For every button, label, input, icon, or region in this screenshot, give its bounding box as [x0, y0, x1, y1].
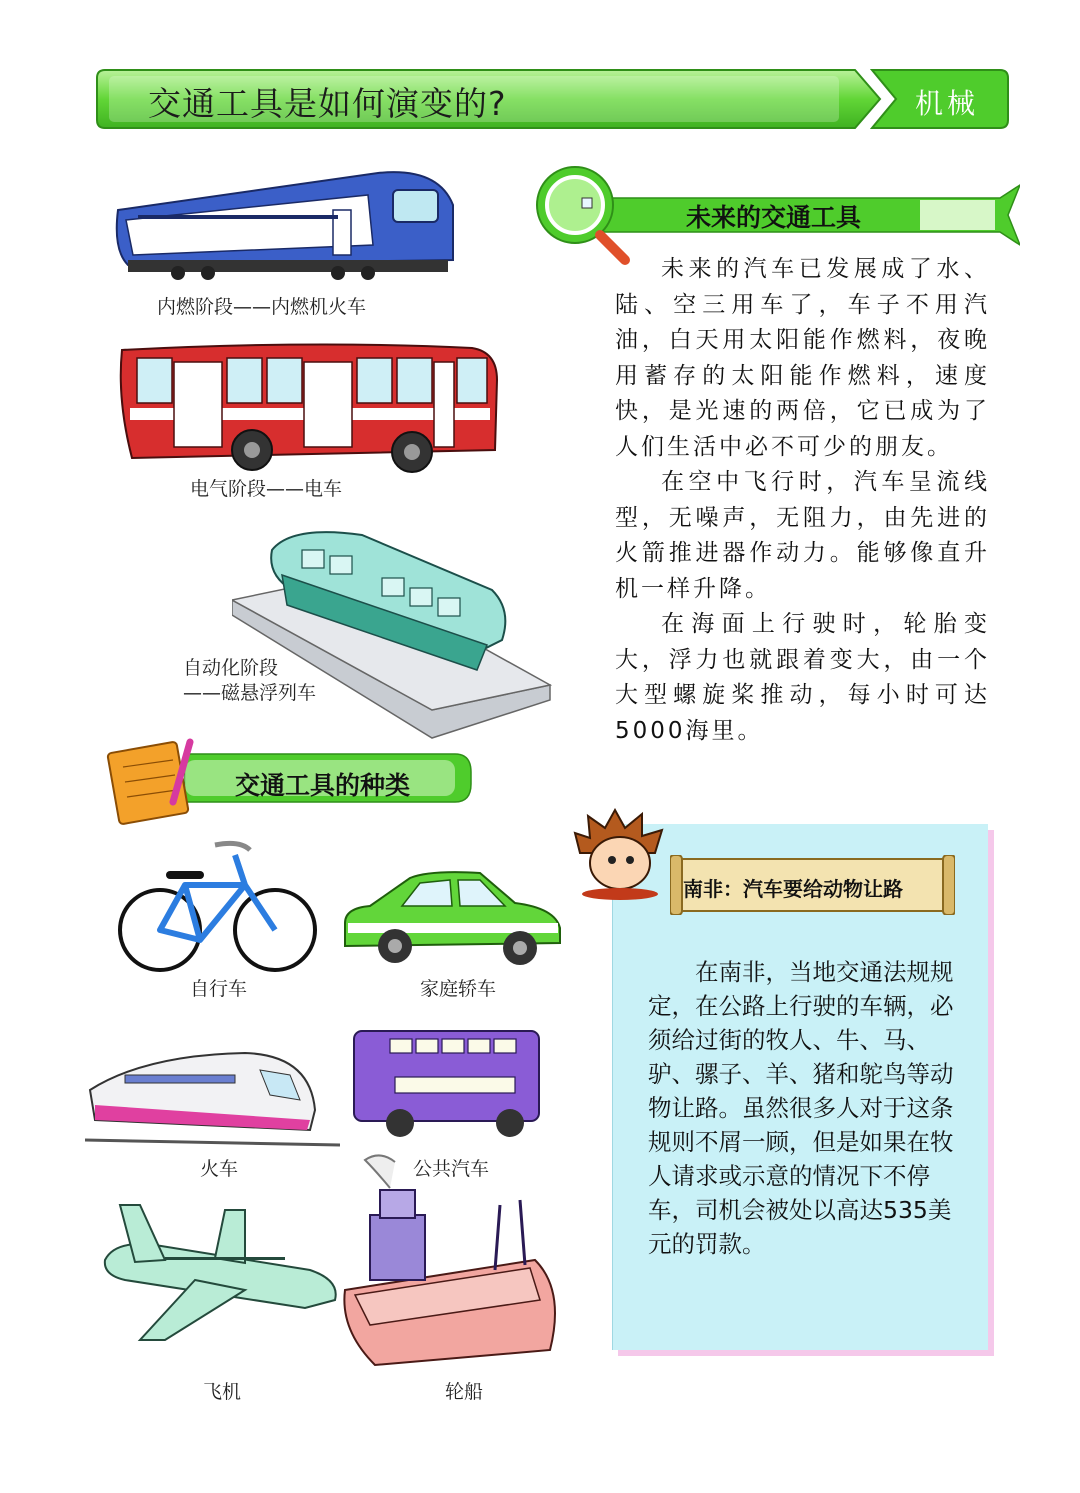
bicycle-illustration [115, 835, 320, 975]
future-paragraph: 在海面上行驶时，轮胎变大，浮力也就跟着变大，由一个大型螺旋桨推动，每小时可达5000海里。 [615, 611, 990, 744]
caption-maglev-line1: 自动化阶段 [183, 657, 279, 679]
future-heading: 未来的交通工具 [686, 203, 862, 232]
fact-box-body [648, 955, 958, 1261]
category-tag: 机械 [915, 87, 980, 120]
diesel-train-illustration [108, 165, 458, 290]
car-illustration [340, 868, 565, 968]
future-body [615, 252, 990, 749]
electric-tram-illustration [112, 340, 502, 475]
airplane-illustration [95, 1200, 345, 1345]
cartoon-boy-icon [570, 808, 670, 900]
label-plane: 飞机 [203, 1381, 242, 1403]
bullet-train-illustration [85, 1045, 340, 1155]
caption-electric: 电气阶段——电车 [190, 478, 343, 500]
label-car: 家庭轿车 [420, 978, 497, 1000]
types-heading: 交通工具的种类 [235, 771, 411, 800]
double-decker-bus-illustration [350, 1025, 545, 1140]
label-train: 火车 [200, 1158, 239, 1180]
caption-maglev-line2: ——磁悬浮列车 [183, 682, 317, 704]
future-paragraph: 未来的汽车已发展成了水、陆、空三用车了，车子不用汽油，白天用太阳能作燃料，夜晚用蓄存的太阳能作燃料，速度快，是光速的两倍，它已成为了人们生活中必不可少的朋友。 [615, 256, 990, 460]
label-ship: 轮船 [445, 1381, 484, 1403]
ship-illustration [335, 1150, 565, 1375]
fact-box-paragraph: 在南非，当地交通法规规定，在公路上行驶的车辆，必须给过街的牧人、牛、马、驴、骡子、羊、猪和鸵鸟等动物让路。虽然很多人对于这条规则不屑一顾，但是如果在牧人请求或示意的情况下不停车，司机会被处以高达535美元的罚款。 [648, 958, 954, 1258]
maglev-train-illustration [232, 520, 552, 740]
label-bus: 公共汽车 [413, 1158, 490, 1180]
caption-diesel: 内燃阶段——内燃机火车 [157, 296, 367, 318]
future-paragraph: 在空中飞行时，汽车呈流线型，无噪声，无阻力，由先进的火箭推进器作动力。能够像直升机一样升降。 [615, 469, 990, 602]
fact-box-title: 南非：汽车要给动物让路 [683, 877, 903, 901]
label-bicycle: 自行车 [190, 978, 248, 1000]
page-title: 交通工具是如何演变的? [148, 84, 507, 123]
